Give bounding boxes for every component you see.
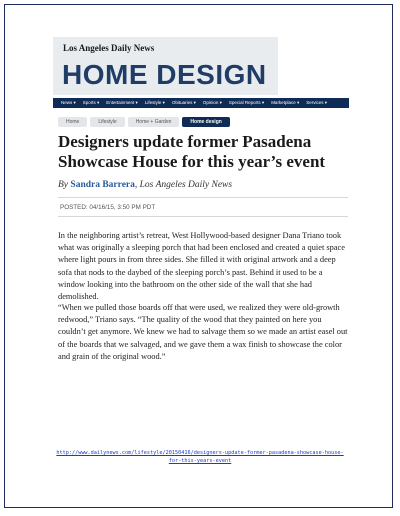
breadcrumb [58, 117, 230, 127]
author-link[interactable]: Sandra Barrera [70, 180, 135, 190]
divider-bottom [58, 216, 348, 217]
main-nav [53, 98, 349, 108]
breadcrumb-home-design[interactable]: Home design [182, 117, 229, 127]
breadcrumb-home[interactable]: Home [58, 117, 87, 127]
divider-top [58, 197, 348, 198]
nav-item-lifestyle[interactable]: Lifestyle ▾ [144, 100, 165, 105]
article-paragraph: “When we pulled those boards off that were used, we realized they were old-growth redwood,” Triano says. “The quality of the wood that they painted on here you couldn’t get anymore. We knew we had to salvage them so we made an artist easel out of the boards that we salvaged, and we gave them a wax finish to showcase the color and grain of the original wood.” [58, 303, 348, 361]
breadcrumb-home-garden[interactable]: Home + Garden [128, 117, 180, 127]
paper-name: Los Angeles Daily News [63, 43, 155, 53]
byline [58, 180, 232, 190]
article-paragraph: In the neighboring artist’s retreat, West Hollywood-based designer Dana Triano took what was originally a sleeping porch that had been enclosed and created a quiet space where light pours in from three sides. She filled it with original artwork and a deep sofa that nods to the daybed of the sleeping porch’s past. Behind it used to be a window looking into the bathroom on the other side of the wall that she had demolished. [58, 231, 345, 302]
nav-item-obituaries[interactable]: Obituaries ▾ [171, 100, 196, 105]
nav-item-marketplace[interactable]: Marketplace ▾ [271, 100, 300, 105]
byline-publication: , Los Angeles Daily News [134, 180, 233, 190]
byline-prefix: By [58, 180, 71, 190]
masthead [53, 37, 278, 95]
section-title: HOME DESIGN [62, 59, 267, 90]
nav-item-sports[interactable]: Sports ▾ [82, 100, 100, 105]
nav-item-special-reports[interactable]: Special Reports ▾ [228, 100, 265, 105]
nav-item-news[interactable]: News ▾ [61, 100, 76, 105]
posted-date: POSTED: 04/16/15, 3:50 PM PDT [60, 204, 156, 211]
nav-item-entertainment[interactable]: Entertainment ▾ [106, 100, 138, 105]
source-url-link[interactable]: http://www.dailynews.com/lifestyle/20150416/designers-update-former-pasadena-showcase-house-for-this-years-event [56, 450, 344, 464]
breadcrumb-lifestyle[interactable]: Lifestyle [90, 117, 124, 127]
nav-item-services[interactable]: Services ▾ [306, 100, 327, 105]
nav-item-opinion[interactable]: Opinion ▾ [202, 100, 222, 105]
article-headline: Designers update former Pasadena Showcase House for this year’s event [58, 132, 326, 171]
